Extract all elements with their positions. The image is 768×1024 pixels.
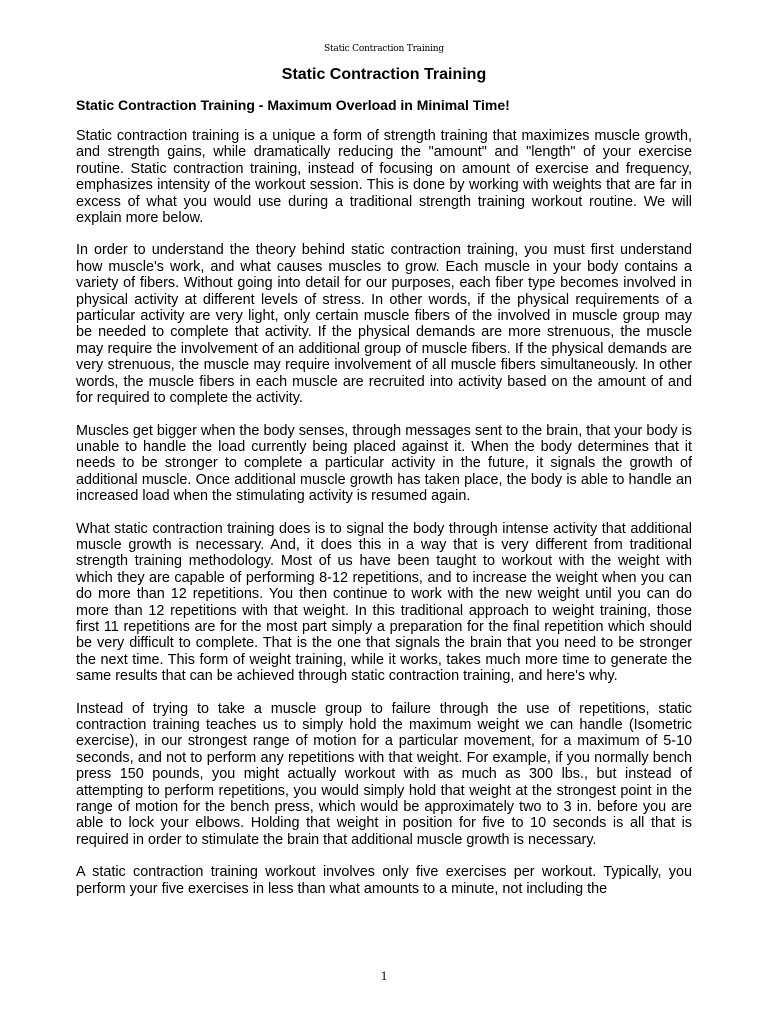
running-header: Static Contraction Training	[324, 44, 444, 54]
paragraph-muscle-fibers: In order to understand the theory behind static contraction training, you must first understand how muscle's work, and what causes muscles to grow. Each muscle in your body contains a variety of fibers. Without going into detail for our purposes, each fiber type becomes involved in physical activity at different levels of stress. In other words, if the physical requirements of a particular activity are very light, only certain muscle fibers of the involved in muscle group may be needed to complete that activity. If the physical demands are more strenuous, the muscle may require the involvement of an additional group of muscle fibers. If the physical demands are very strenuous, the muscle may require involvement of all muscle fibers simultaneously. In other words, the muscle fibers in each muscle are recruited into activity based on the amount of and for required to complete the activity.	[76, 242, 692, 407]
document-body	[76, 64, 692, 913]
page-number: 1	[380, 968, 388, 983]
paragraph-muscle-growth: Muscles get bigger when the body senses, through messages sent to the brain, that your body is unable to handle the load currently being placed against it. When the body determines that it needs to be stronger to complete a particular activity in the future, it signals the growth of additional muscle. Once additional muscle growth has taken place, the body is able to handle an increased load when the stimulating activity is resumed again.	[76, 422, 692, 505]
paragraph-static-hold: Instead of trying to take a muscle group to failure through the use of repetitions, static contraction training teaches us to simply hold the maximum weight we can handle (Isometric exercise), in our strongest range of motion for a particular movement, for a maximum of 5-10 seconds, and not to perform any repetitions with that weight. For example, if you normally bench press 150 pounds, you might actually workout with as much as 300 lbs., but instead of attempting to perform repetitions, you would simply hold that weight at the strongest point in the range of motion for the bench press, which would be approximately two to 3 in. before you are able to lock your elbows. Holding that weight in position for five to 10 seconds is all that is required in order to stimulate the brain that additional muscle growth is necessary.	[76, 700, 692, 848]
document-title: Static Contraction Training	[281, 66, 487, 83]
document-subtitle: Static Contraction Training - Maximum Overload in Minimal Time!	[76, 97, 510, 113]
paragraph-intro: Static contraction training is a unique a form of strength training that maximizes muscle growth, and strength gains, while dramatically reducing the "amount" and "length" of your exercise routine. Static contraction training, instead of focusing on amount of exercise and frequency, emphasizes intensity of the workout session. This is done by working with weights that are far in excess of what you would use during a traditional strength training workout routine. We will explain more below.	[76, 128, 692, 227]
paragraph-workout: A static contraction training workout involves only five exercises per workout. Typically, you perform your five exercises in less than what amounts to a minute, not including the	[76, 864, 692, 897]
paragraph-traditional-training: What static contraction training does is to signal the body through intense activity that additional muscle growth is necessary. And, it does this in a way that is very different from traditional strength training methodology. Most of us have been taught to workout with the weight with which they are capable of performing 8-12 repetitions, and to increase the weight when you can do more than 12 repetitions. You then continue to work with the new weight until you can do more than 12 repetitions with that weight. In this traditional approach to weight training, those first 11 repetitions are for the most part simply a preparation for the final repetition which should be very difficult to complete. That is the one that signals the brain that you need to be stronger the next time. This form of weight training, while it works, takes much more time to generate the same results that can be achieved through static contraction training, and here's why.	[76, 520, 692, 685]
